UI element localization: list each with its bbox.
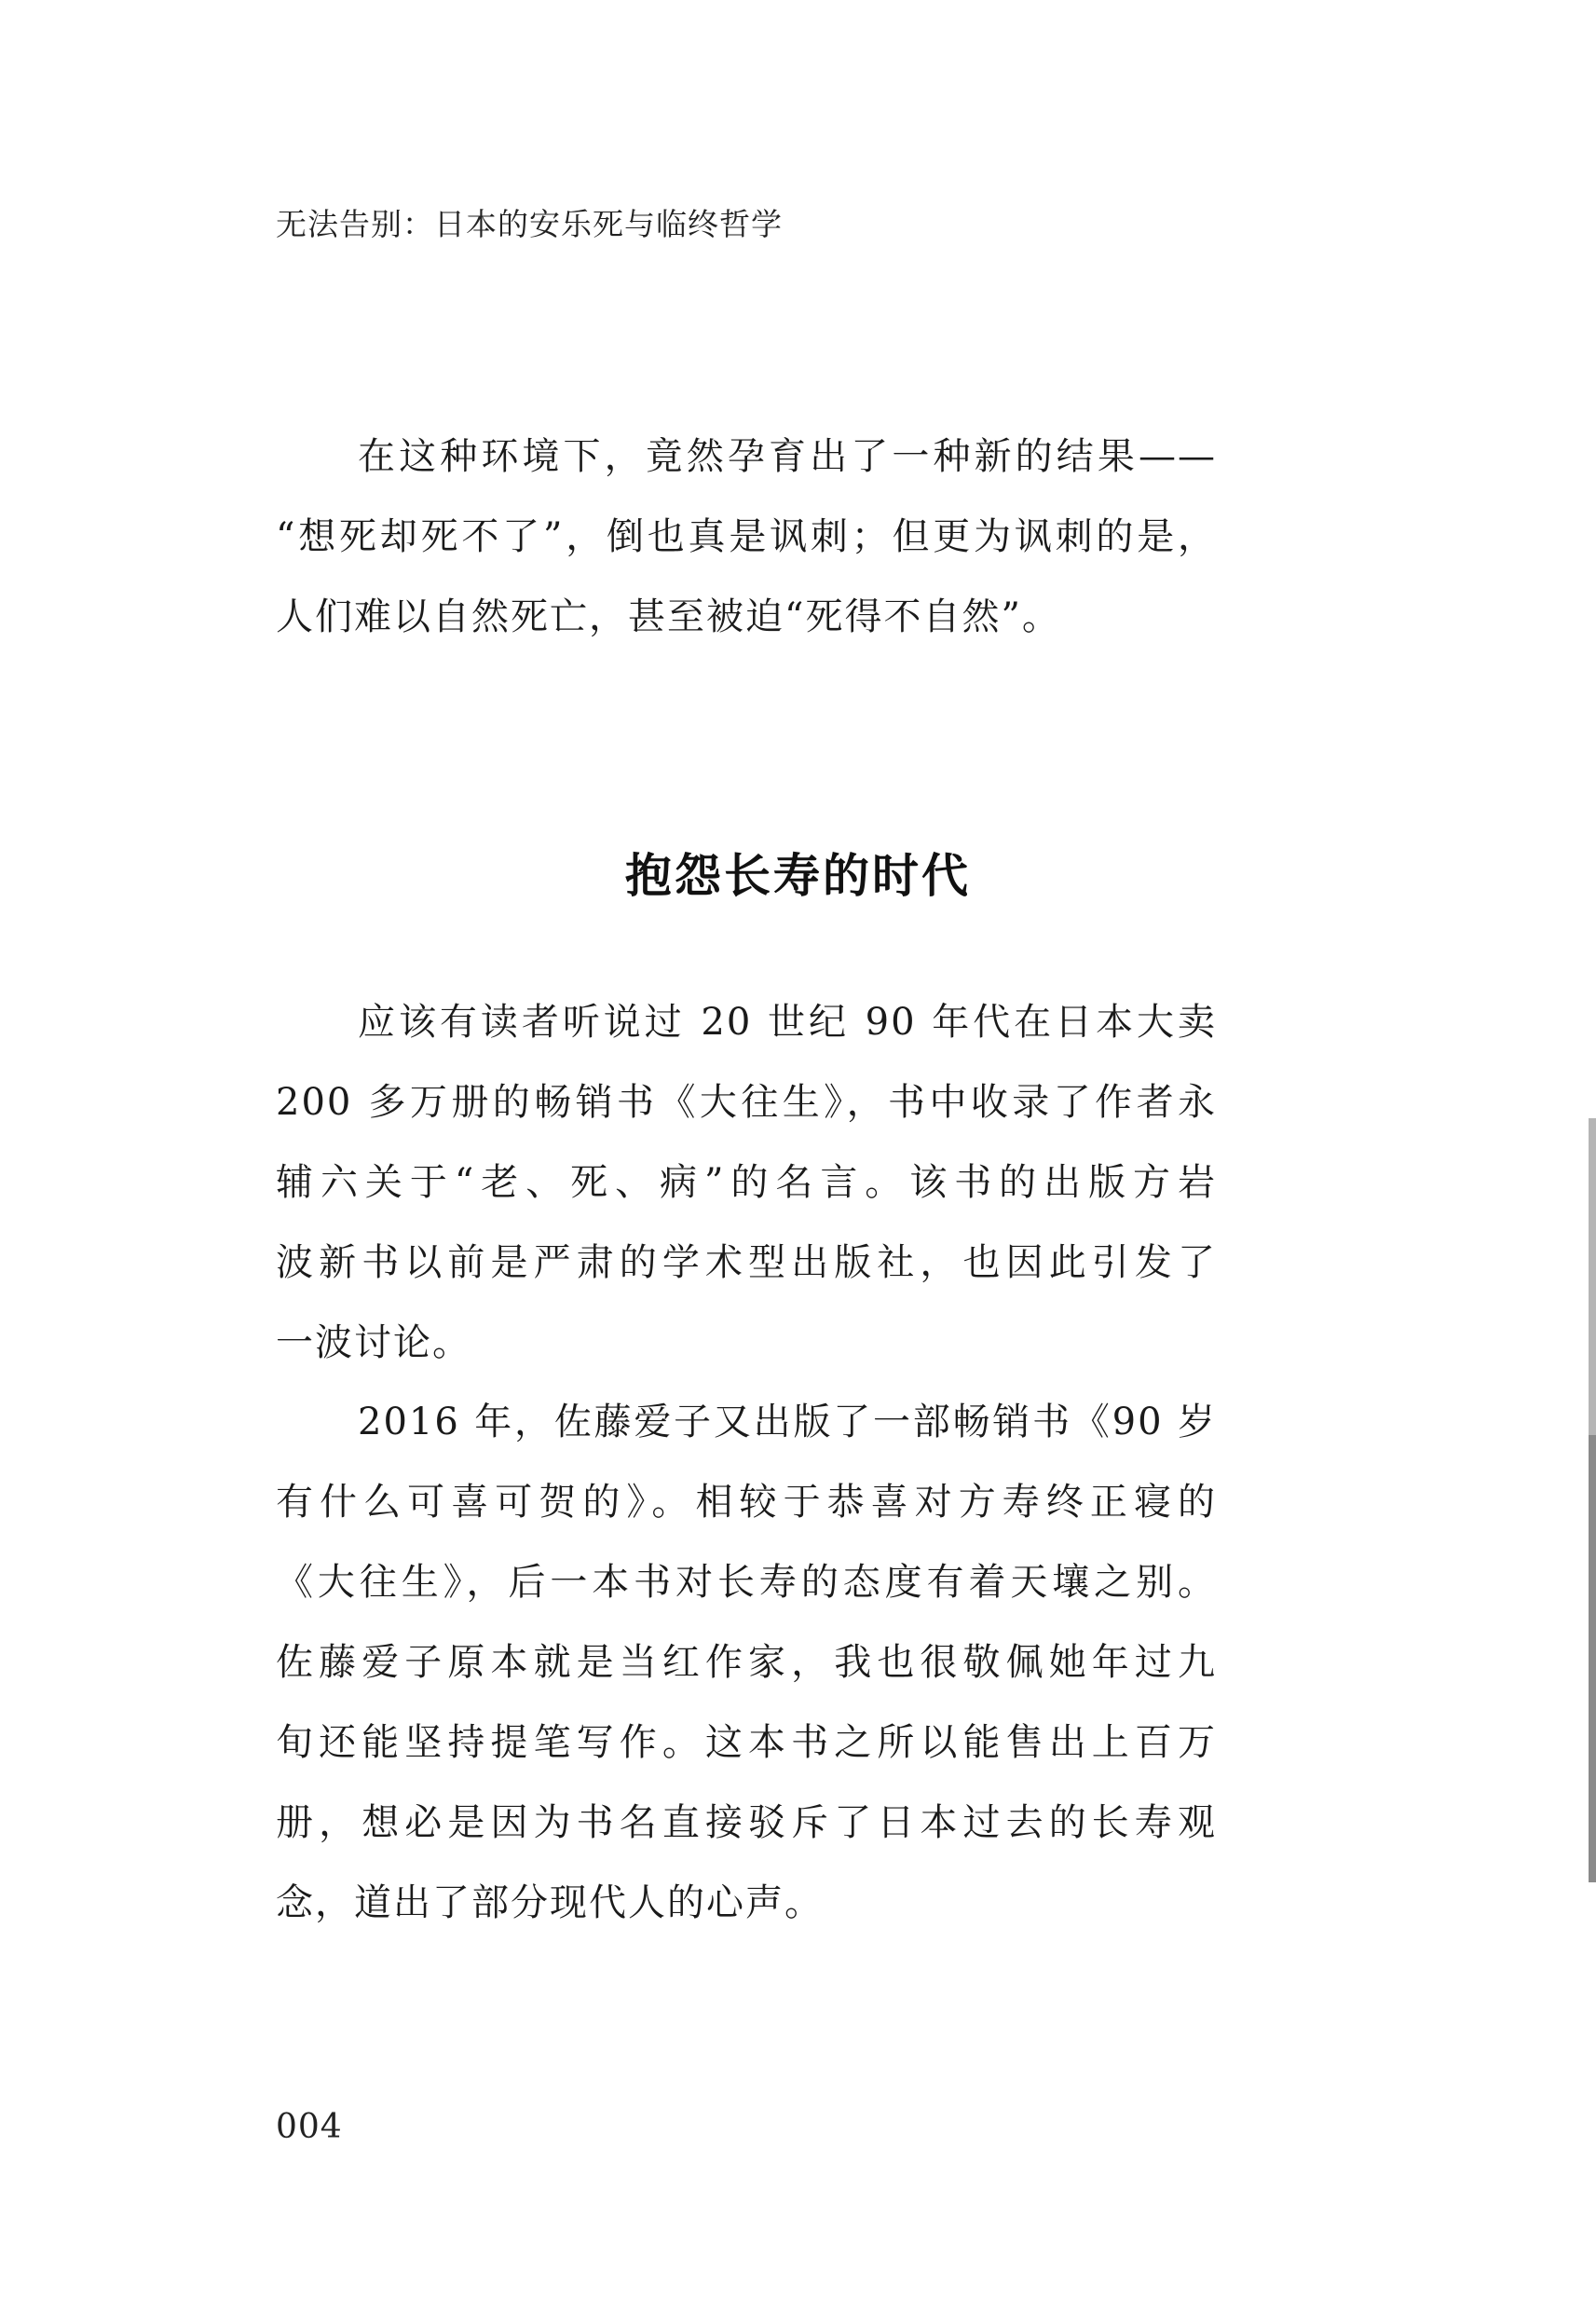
page-edge-mark [1589, 1435, 1596, 1882]
paragraph-line: 200 多万册的畅销书《大往生》，书中收录了作者永 [276, 1081, 1217, 1124]
paragraph-line: 2016 年，佐藤爱子又出版了一部畅销书《90 岁 [358, 1401, 1217, 1443]
running-header: 无法告别：日本的安乐死与临终哲学 [276, 206, 783, 242]
paragraph-line: 念，道出了部分现代人的心声。 [276, 1881, 824, 1924]
paragraph-line: “想死却死不了”，倒也真是讽刺；但更为讽刺的是， [276, 515, 1217, 558]
paragraph-line: 一波讨论。 [276, 1321, 471, 1364]
paragraph-line: 有什么可喜可贺的》。相较于恭喜对方寿终正寝的 [276, 1481, 1217, 1524]
paragraph-line: 旬还能坚持提笔写作。这本书之所以能售出上百万 [276, 1721, 1217, 1764]
paragraph-line: 波新书以前是严肃的学术型出版社，也因此引发了 [276, 1241, 1217, 1284]
paragraph-line: 佐藤爱子原本就是当红作家，我也很敬佩她年过九 [276, 1641, 1217, 1684]
paragraph-2 [276, 1001, 1217, 1404]
paragraph-line: 册，想必是因为书名直接驳斥了日本过去的长寿观 [276, 1801, 1217, 1844]
paragraph-line: 人们难以自然死亡，甚至被迫“死得不自然”。 [276, 595, 1061, 638]
page-edge-mark [1589, 1118, 1596, 1435]
paragraph-line: 辅六关于“老、死、病”的名言。该书的出版方岩 [276, 1161, 1217, 1204]
paragraph-line: 在这种环境下，竟然孕育出了一种新的结果—— [358, 435, 1217, 478]
page-number: 004 [276, 2108, 343, 2146]
paragraph-line: 《大往生》，后一本书对长寿的态度有着天壤之别。 [276, 1561, 1217, 1604]
section-title: 抱怨长寿的时代 [625, 848, 971, 903]
paragraph-3 [276, 1403, 1217, 1964]
paragraph-line: 应该有读者听说过 20 世纪 90 年代在日本大卖 [358, 1001, 1217, 1044]
paragraph-1 [276, 435, 1217, 678]
